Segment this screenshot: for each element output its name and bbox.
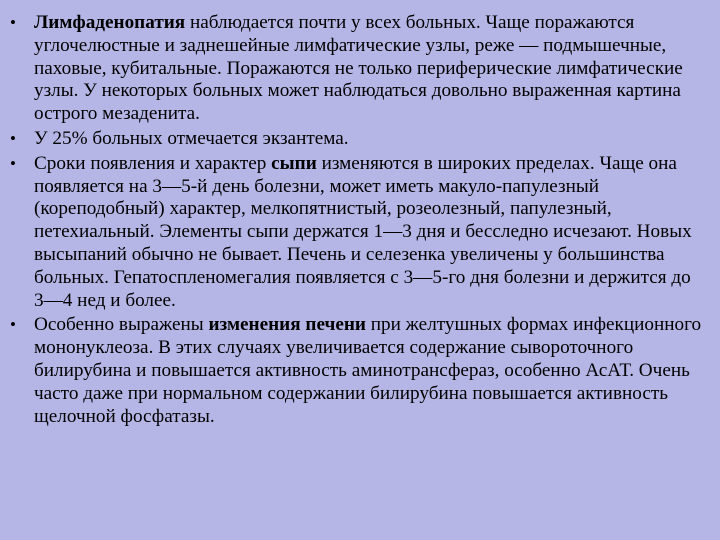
bullet-list bbox=[6, 12, 702, 428]
bullet-text: наблюдается почти у всех больных. Чаще поражаются углочелюстные и заднешейные лимфатические узлы, реже — подмышечные, паховые, кубитальные. Поражаются не только периферические лимфатические узлы. У некоторых больных может наблюдаться довольно выраженная картина острого мезаденита. bbox=[34, 12, 683, 125]
bullet-text-after: изменяются в широких пределах. Чаще она появляется на 3—5-й день болезни, может иметь макуло-папулезный (кореподобный) характер, мелкопятнистый, розеолезный, папулезный, петехиальный. Элементы сыпи держатся 1—3 дня и бесследно исчезают. Новых высыпаний обычно не бывает. Печень и селезенка увеличены у большинства больных. Гепатоспленомегалия появляется с 3—5-го дня болезни и держится до 3—4 нед и более. bbox=[34, 152, 692, 311]
bullet-item-exanthema bbox=[6, 128, 702, 151]
bullet-text-before: Сроки появления и характер bbox=[34, 152, 272, 174]
bullet-text: У 25% больных отмечается экзантема. bbox=[34, 127, 349, 149]
bold-term-rash: сыпи bbox=[271, 152, 317, 174]
bullet-icon: • bbox=[10, 315, 16, 335]
bold-term-lymphadenopathy: Лимфаденопатия bbox=[34, 12, 186, 33]
bullet-text-after: при желтушных формах инфекционного мононуклеоза. В этих случаях увеличивается содержание сывороточного билирубина и повышается активность аминотрансфераз, особенно АсАТ. Очень часто даже при нормальном содержании билирубина повышается активность щелочной фосфатазы. bbox=[34, 314, 702, 427]
bullet-icon: • bbox=[10, 13, 16, 32]
bullet-icon: • bbox=[10, 128, 16, 148]
bold-term-liver-changes: изменения печени bbox=[208, 314, 366, 336]
bullet-item-rash bbox=[6, 153, 702, 313]
bullet-item-lymphadenopathy bbox=[6, 12, 702, 126]
bullet-icon: • bbox=[10, 153, 16, 173]
bullet-item-liver-changes bbox=[6, 314, 702, 428]
bullet-text-before: Особенно выражены bbox=[34, 314, 209, 336]
